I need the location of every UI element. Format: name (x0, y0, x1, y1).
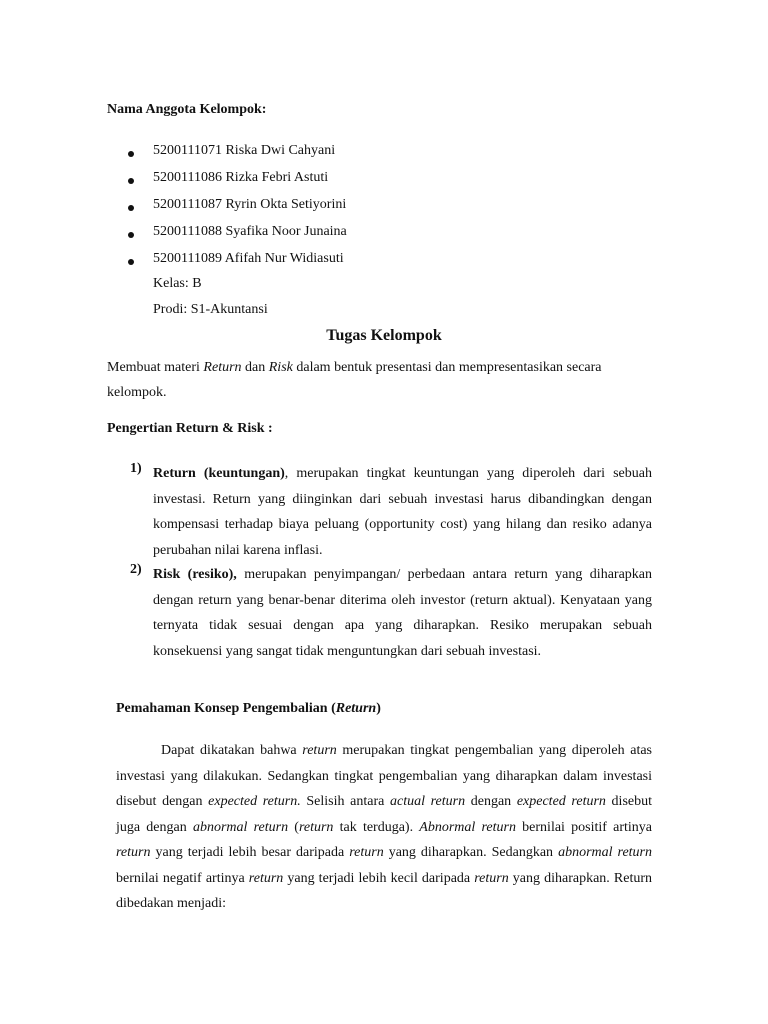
paragraph-italic: abnormal return (558, 845, 652, 860)
definition-number: 2) (130, 562, 142, 577)
member-name: 5200111087 Ryrin Okta Setiyorini (153, 197, 347, 212)
paragraph-text: ( (288, 819, 299, 835)
paragraph-italic: actual return (389, 794, 466, 809)
definition-body (153, 461, 652, 563)
paragraph-text: dengan (465, 794, 517, 809)
bullet-icon (128, 205, 134, 211)
paragraph-text: merupakan tingkat pengembalian yang diperoleh atas investasi yang dilakukan. Sedangkan tingkat pengembalian yang diharapkan dalam investasi disebut dengan (116, 743, 652, 809)
paragraph-text: yang diharapkan. Return dibedakan menjadi: (116, 870, 652, 911)
definition-term: Return (keuntungan) (153, 466, 285, 481)
concept-heading-italic: Return (335, 701, 377, 716)
member-name: 5200111086 Rizka Febri Astuti (153, 170, 329, 185)
bullet-icon (128, 259, 134, 265)
definitions-heading: Pengertian Return & Risk : (107, 421, 273, 436)
paragraph-text: bernilai negatif artinya (116, 870, 249, 886)
paragraph-text: yang terjadi lebih kecil daripada (283, 870, 475, 886)
task-desc-text: Membuat materi (107, 360, 204, 375)
paragraph-text: Dapat dikatakan bahwa (161, 743, 303, 758)
concept-paragraph (116, 738, 652, 917)
paragraph-italic: return (248, 870, 284, 886)
concept-heading (116, 701, 381, 717)
member-name: 5200111071 Riska Dwi Cahyani (153, 143, 336, 158)
definition-text: merupakan penyimpangan/ perbedaan antara return yang diharapkan dengan return yang benar-benar diterima oleh investor (return aktual). Kenyataan yang ternyata tidak sesuai dengan apa yang diharapkan. Resiko merupakan sebuah konsekuensi yang sangat tidak menguntungkan dari sebuah investasi. (153, 567, 652, 659)
definition-body (153, 562, 652, 664)
bullet-icon (128, 178, 134, 184)
program-label: Prodi: S1-Akuntansi (153, 302, 268, 317)
paragraph-italic: expected return. (208, 794, 301, 809)
members-heading: Nama Anggota Kelompok: (107, 102, 267, 117)
paragraph-italic: return (298, 819, 334, 835)
paragraph-italic: return (474, 870, 509, 886)
task-desc-text: dan (241, 360, 269, 375)
concept-heading-text: ) (376, 701, 381, 716)
paragraph-text: tak terduga). (333, 819, 420, 835)
paragraph-text: disebut juga dengan (116, 794, 653, 835)
paragraph-text: bernilai positif artinya (515, 819, 652, 835)
paragraph-italic: return (116, 845, 151, 860)
task-desc-text: dalam bentuk presentasi dan mempresentasikan secara kelompok. (107, 360, 602, 400)
paragraph-italic: return (349, 845, 384, 860)
bullet-icon (128, 151, 134, 157)
task-title: Tugas Kelompok (326, 327, 442, 344)
paragraph-text: yang terjadi lebih besar daripada (150, 845, 350, 860)
concept-heading-text: Pemahaman Konsep Pengembalian ( (116, 701, 336, 716)
member-name: 5200111089 Afifah Nur Widiasuti (153, 251, 344, 266)
definition-number: 1) (130, 461, 142, 476)
definition-text: , merupakan tingkat keuntungan yang diperoleh dari sebuah investasi. Return yang diinginkan dari sebuah investasi harus dibandingkan dengan kompensasi terhadap biaya peluang (opportunity cost) yang hilang dan resiko adanya perubahan nilai karena inflasi. (153, 466, 652, 558)
definition-term: Risk (resiko), (153, 567, 237, 582)
paragraph-italic: abnormal return (192, 819, 289, 835)
task-desc-risk: Risk (268, 360, 293, 375)
bullet-icon (128, 232, 134, 238)
paragraph-italic: expected return (516, 794, 606, 809)
paragraph-italic: return (302, 743, 337, 758)
class-label: Kelas: B (153, 276, 202, 291)
paragraph-text: Selisih antara (300, 794, 390, 809)
task-desc-return: Return (203, 360, 242, 375)
paragraph-text: yang diharapkan. Sedangkan (383, 845, 559, 860)
paragraph-italic: Abnormal return (419, 819, 516, 835)
task-description (107, 355, 652, 405)
member-name: 5200111088 Syafika Noor Junaina (153, 224, 347, 239)
